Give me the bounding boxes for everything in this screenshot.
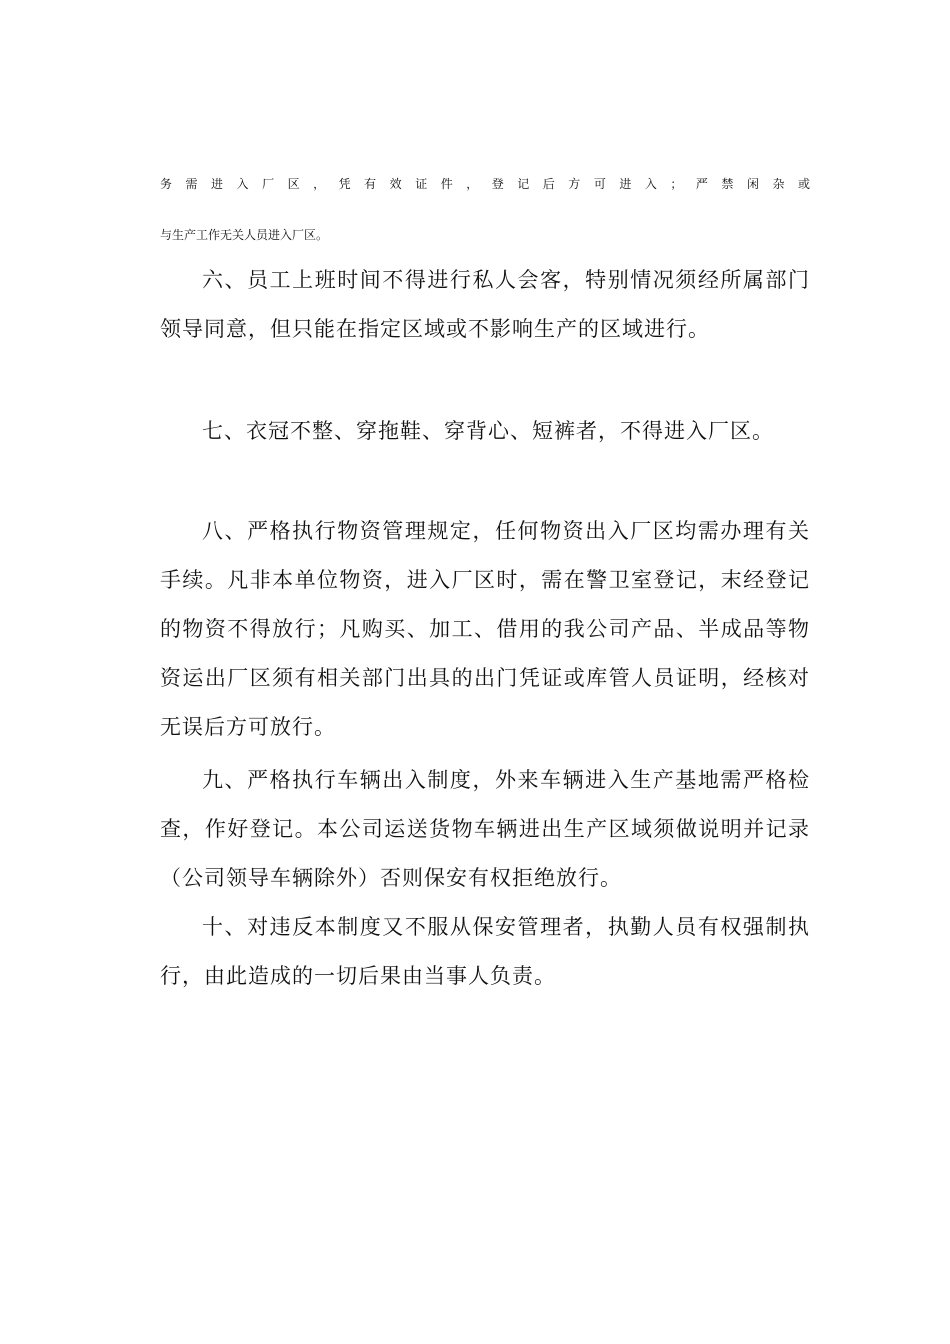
paragraph-8: 八、严格执行物资管理规定，任何物资出入厂区均需办理有关手续。凡非本单位物资，进入厂区时，需在警卫室登记，末经登记的物资不得放行；凡购买、加工、借用的我公司产品、半成品等物资运出厂区须有相关部门出具的出门凭证或库管人员证明，经核对无误后方可放行。 [160,519,810,739]
paragraph-10: 十、对违反本制度又不服从保安管理者，执勤人员有权强制执行，由此造成的一切后果由当事人负责。 [160,915,810,988]
continuation-line-1: 务需进入厂区，凭有效证件，登记后方可进入；严禁闲杂或 [160,177,810,191]
continuation-line-2: 与生产工作无关人员进入厂区。 [160,228,329,242]
paragraph-9: 九、严格执行车辆出入制度，外来车辆进入生产基地需严格检查，作好登记。本公司运送货物车辆进出生产区域须做说明并记录（公司领导车辆除外）否则保安有权拒绝放行。 [160,768,810,890]
paragraph-7: 七、衣冠不整、穿拖鞋、穿背心、短裤者，不得进入厂区。 [202,419,774,443]
paragraph-6: 六、员工上班时间不得进行私人会客，特别情况须经所属部门领导同意，但只能在指定区域或不影响生产的区域进行。 [160,268,810,341]
